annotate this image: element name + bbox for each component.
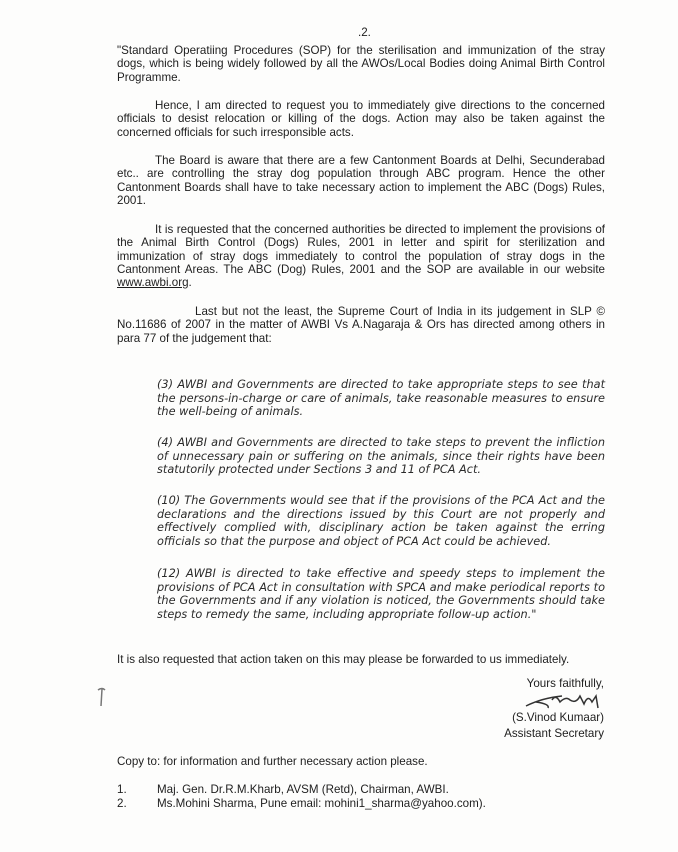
quote-12: (12) AWBI is directed to take effective and speedy steps to implement the provisions of PCA Act in consultation with SPCA and make periodical reports to the Governments and if any violation is noticed, the Governments should take steps to remedy the same, including appropriate follow-up action." (157, 567, 605, 621)
copy-to-item (117, 783, 449, 796)
item-number: 2. (117, 797, 127, 810)
request-text: It is requested that the concerned authorities be directed to implement the provisions of the Animal Birth Control (Dogs) Rules, 2001 in letter and spirit for sterilization and immunization of stray dogs immediately to control the population of stray dogs in the Cantonment Areas. The ABC (Dog) Rules, 2001 and the SOP are available in our website (117, 223, 605, 276)
item-number: 1. (117, 783, 127, 796)
paragraph-request: It is requested that the concerned authorities be directed to implement the provisions of the Animal Birth Control (Dogs) Rules, 2001 in letter and spirit for sterilization and immunization of stray dogs immediately to control the population of stray dogs in the Cantonment Areas. The ABC (Dog) Rules, 2001 and the SOP are available in our website www.awbi.org. (117, 223, 605, 290)
copy-to-item (117, 797, 486, 810)
website-link[interactable]: www.awbi.org (117, 276, 189, 290)
signature-icon (522, 690, 606, 712)
quote-4: (4) AWBI and Governments are directed to take steps to prevent the infliction of unnecessary pain or suffering on the animals, since their rights have been statutorily protected under Sections 3 and 11 of PCA Act. (157, 436, 605, 477)
quote-10: (10) The Governments would see that if the provisions of the PCA Act and the declarations and the directions issued by this Court are not properly and effectively complied with, disciplinary action be taken against the erring officials so that the purpose and object of PCA Act could be achieved. (157, 494, 605, 548)
page-number: .2. (358, 26, 371, 39)
item-text: Ms.Mohini Sharma, Pune email: mohini1_sharma@yahoo.com). (157, 797, 486, 810)
paragraph-sop: "Standard Operatiing Procedures (SOP) for the sterilisation and immunization of the stray dogs, which is being widely followed by all the AWOs/Local Bodies doing Animal Birth Control Programme. (117, 44, 605, 84)
paragraph-cantonment: The Board is aware that there are a few Cantonment Boards at Delhi, Secunderabad etc.. are controlling the stray dog population through ABC program. Hence the other Cantonment Boards shall have to take necessary action to implement the ABC (Dogs) Rules, 2001. (117, 154, 605, 207)
signatory-name: (S.Vinod Kumaar) (512, 711, 604, 724)
salutation: Yours faithfully, (526, 677, 604, 690)
item-text: Maj. Gen. Dr.R.M.Kharb, AVSM (Retd), Chairman, AWBI. (157, 783, 449, 796)
paragraph-directions: Hence, I am directed to request you to immediately give directions to the concerned officials to desist relocation or killing of the dogs. Action may also be taken against the concerned officials for such irresponsible acts. (117, 99, 605, 139)
signatory-title: Assistant Secretary (504, 727, 604, 740)
closing-request: It is also requested that action taken on this may please be forwarded to us immediately. (117, 653, 570, 666)
copy-to-intro: Copy to: for information and further necessary action please. (117, 755, 428, 768)
pen-mark-icon (96, 686, 108, 710)
paragraph-supreme-court: Last but not the least, the Supreme Court of India in its judgement in SLP © No.11686 of 2007 in the matter of AWBI Vs A.Nagaraja & Ors has directed among others in para 77 of the judgement that: (117, 305, 605, 345)
quote-3: (3) AWBI and Governments are directed to take appropriate steps to see that the persons-in-charge or care of animals, take reasonable measures to ensure the well-being of animals. (157, 378, 605, 419)
